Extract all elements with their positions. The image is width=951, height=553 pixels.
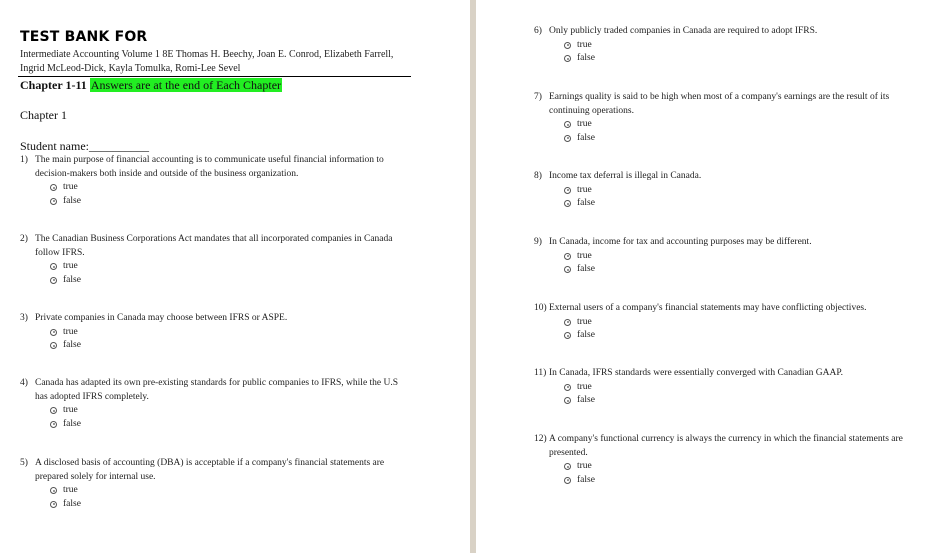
radio-icon[interactable] xyxy=(564,397,571,404)
page-right xyxy=(476,0,951,553)
radio-icon[interactable] xyxy=(50,421,57,428)
radio-icon[interactable] xyxy=(50,263,57,270)
radio-icon[interactable] xyxy=(564,266,571,273)
question-number: 3) xyxy=(20,313,28,323)
book-line-2: Ingrid McLeod-Dick, Kayla Tomulka, Romi-Lee Sevel xyxy=(20,63,241,74)
option-true[interactable] xyxy=(50,260,395,274)
option-label: false xyxy=(63,195,81,206)
question-3 xyxy=(20,312,415,353)
question-number: 11) xyxy=(534,368,547,378)
option-true[interactable] xyxy=(564,250,934,264)
question-text: Canada has adapted its own pre-existing standards for public companies to IFRS, while the U.S has adopted IFRS completely. xyxy=(35,378,399,402)
option-true[interactable] xyxy=(564,39,934,53)
question-text: In Canada, income for tax and accounting purposes may be different. xyxy=(549,237,812,247)
question-9 xyxy=(534,236,934,277)
option-label: true xyxy=(577,316,592,327)
page-left xyxy=(0,0,470,553)
question-1 xyxy=(20,154,415,208)
radio-icon[interactable] xyxy=(564,135,571,142)
radio-icon[interactable] xyxy=(564,55,571,62)
option-label: false xyxy=(63,418,81,429)
option-label: true xyxy=(63,485,78,495)
option-true[interactable] xyxy=(564,381,934,395)
question-number: 1) xyxy=(20,155,28,165)
option-true[interactable] xyxy=(50,484,415,498)
question-text: Private companies in Canada may choose between IFRS or ASPE. xyxy=(35,313,288,323)
radio-icon[interactable] xyxy=(564,332,571,339)
question-text: The main purpose of financial accounting is to communicate useful financial information to decision-makers both inside and outside of the business organization. xyxy=(35,155,384,179)
option-false[interactable] xyxy=(564,329,934,343)
question-text: A company's functional currency is always the currency in which the financial statements are presented. xyxy=(549,434,903,458)
question-text: The Canadian Business Corporations Act mandates that all incorporated companies in Canada follow IFRS. xyxy=(35,234,393,258)
option-label: false xyxy=(63,274,81,285)
option-label: false xyxy=(63,340,81,350)
radio-icon[interactable] xyxy=(50,184,57,191)
option-label: true xyxy=(63,261,78,271)
option-true[interactable] xyxy=(50,404,410,418)
question-number: 4) xyxy=(20,378,28,388)
question-text: In Canada, IFRS standards were essentially converged with Canadian GAAP. xyxy=(549,368,843,378)
option-label: true xyxy=(577,461,592,471)
question-text: Earnings quality is said to be high when most of a company's earnings are the result of its continuing operations. xyxy=(549,92,890,116)
option-label: false xyxy=(577,474,595,485)
question-number: 9) xyxy=(534,237,542,247)
question-number: 8) xyxy=(534,171,542,181)
question-10 xyxy=(534,302,934,343)
option-label: false xyxy=(577,264,595,274)
question-text: A disclosed basis of accounting (DBA) is acceptable if a company's financial statements are prepared solely for internal use. xyxy=(35,458,385,482)
question-text: External users of a company's financial statements may have conflicting objectives. xyxy=(549,303,867,313)
radio-icon[interactable] xyxy=(564,42,571,49)
question-number: 7) xyxy=(534,92,542,102)
chapter-range: Chapter 1-11 xyxy=(20,78,87,92)
option-label: true xyxy=(577,39,592,50)
radio-icon[interactable] xyxy=(50,277,57,284)
question-number: 5) xyxy=(20,458,28,468)
radio-icon[interactable] xyxy=(564,463,571,470)
chapter-heading: Chapter 1 xyxy=(20,108,67,122)
question-number: 10) xyxy=(534,303,547,313)
option-label: true xyxy=(577,381,592,392)
option-false[interactable] xyxy=(564,263,934,277)
question-2 xyxy=(20,233,395,287)
option-label: false xyxy=(577,198,595,208)
radio-icon[interactable] xyxy=(564,477,571,484)
book-line-1: Intermediate Accounting Volume 1 8E Thomas H. Beechy, Joan E. Conrod, Elizabeth Farrell, xyxy=(20,49,394,60)
option-true[interactable] xyxy=(50,326,415,340)
answers-note-highlight: Answers are at the end of Each Chapter xyxy=(90,78,282,92)
chapter-range-heading xyxy=(20,78,282,93)
option-false[interactable] xyxy=(564,474,939,488)
option-true[interactable] xyxy=(564,460,939,474)
option-label: true xyxy=(63,405,78,415)
radio-icon[interactable] xyxy=(50,329,57,336)
question-text: Only publicly traded companies in Canada are required to adopt IFRS. xyxy=(549,26,818,36)
radio-icon[interactable] xyxy=(50,198,57,205)
question-number: 2) xyxy=(20,234,28,244)
option-label: true xyxy=(577,119,592,129)
option-label: false xyxy=(63,498,81,509)
option-true[interactable] xyxy=(564,316,934,330)
option-false[interactable] xyxy=(564,52,934,66)
question-6 xyxy=(534,25,934,66)
question-text: Income tax deferral is illegal in Canada. xyxy=(549,171,702,181)
option-false[interactable] xyxy=(564,197,934,211)
option-false[interactable] xyxy=(50,339,415,353)
radio-icon[interactable] xyxy=(50,501,57,508)
option-false[interactable] xyxy=(50,498,415,512)
radio-icon[interactable] xyxy=(564,319,571,326)
student-name-field: Student name:__________ xyxy=(20,139,149,153)
option-label: true xyxy=(63,326,78,337)
option-label: true xyxy=(577,250,592,261)
option-label: false xyxy=(577,330,595,340)
header-divider xyxy=(18,76,411,77)
question-4 xyxy=(20,377,410,431)
option-label: true xyxy=(577,184,592,195)
question-number: 12) xyxy=(534,434,547,444)
option-true[interactable] xyxy=(50,181,415,195)
option-false[interactable] xyxy=(50,195,415,209)
option-false[interactable] xyxy=(564,132,914,146)
question-11 xyxy=(534,367,934,408)
question-8 xyxy=(534,170,934,211)
option-label: false xyxy=(577,132,595,143)
option-false[interactable] xyxy=(50,274,395,288)
radio-icon[interactable] xyxy=(50,487,57,494)
radio-icon[interactable] xyxy=(564,200,571,207)
option-label: false xyxy=(577,53,595,63)
option-label: false xyxy=(577,395,595,405)
radio-icon[interactable] xyxy=(50,407,57,414)
book-reference xyxy=(20,48,415,76)
question-12 xyxy=(534,433,939,487)
document-title: TEST BANK FOR xyxy=(20,29,148,45)
option-true[interactable] xyxy=(564,184,934,198)
radio-icon[interactable] xyxy=(50,342,57,349)
radio-icon[interactable] xyxy=(564,187,571,194)
option-label: true xyxy=(63,182,78,192)
option-true[interactable] xyxy=(564,118,914,132)
question-5 xyxy=(20,457,415,511)
option-false[interactable] xyxy=(564,394,934,408)
question-7 xyxy=(534,91,914,145)
question-number: 6) xyxy=(534,26,542,36)
radio-icon[interactable] xyxy=(564,121,571,128)
radio-icon[interactable] xyxy=(564,253,571,260)
radio-icon[interactable] xyxy=(564,384,571,391)
option-false[interactable] xyxy=(50,418,410,432)
